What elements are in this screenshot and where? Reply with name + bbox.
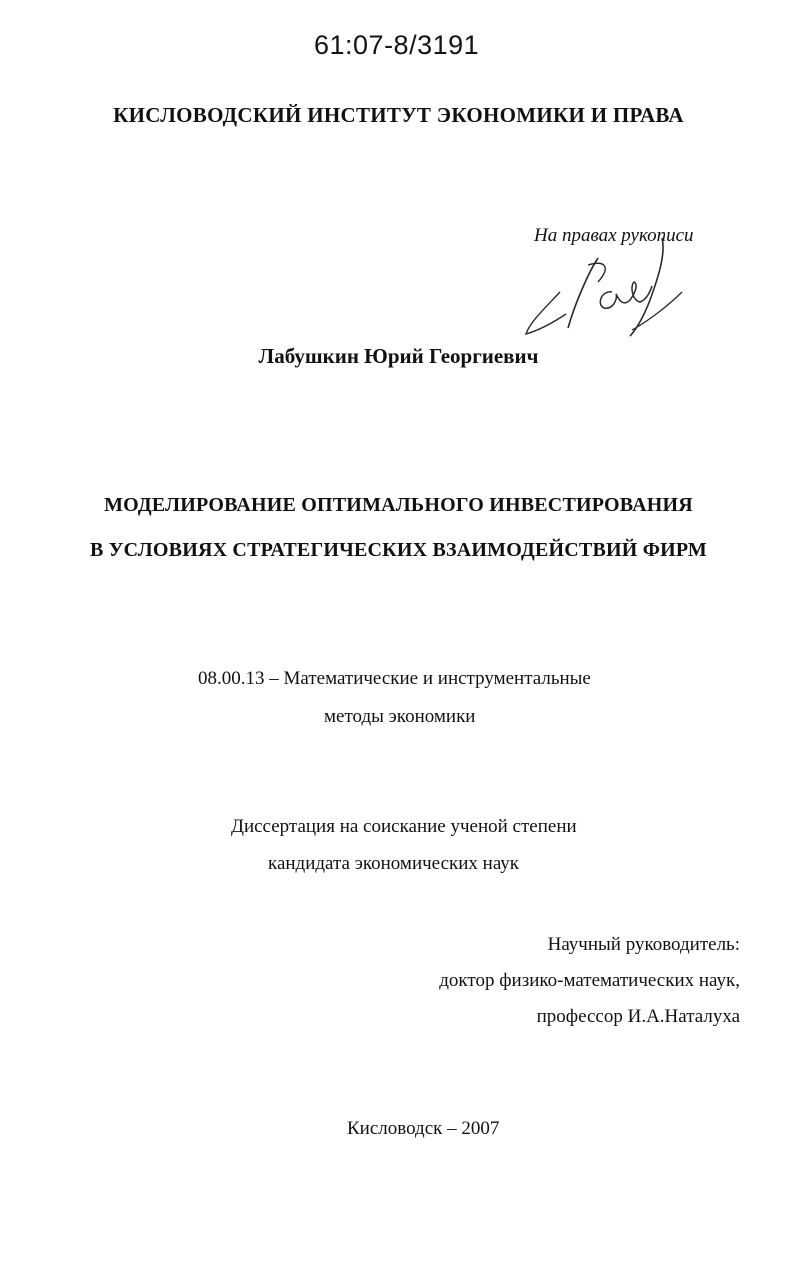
manuscript-rights-note: На правах рукописи (534, 225, 694, 246)
institute-name: КИСЛОВОДСКИЙ ИНСТИТУТ ЭКОНОМИКИ И ПРАВА (113, 103, 684, 127)
catalog-number: 61:07-8/3191 (314, 30, 480, 60)
handwritten-signature (520, 230, 720, 340)
degree-statement-line-2: кандидата экономических наук (268, 853, 520, 874)
supervisor-label: Научный руководитель: (547, 934, 740, 955)
degree-statement-line-1: Диссертация на соискание ученой степени (231, 816, 577, 837)
specialty-line-1: 08.00.13 – Математические и инструментальные (198, 668, 591, 689)
city-year: Кисловодск – 2007 (347, 1118, 500, 1139)
dissertation-title-line-2: В УСЛОВИЯХ СТРАТЕГИЧЕСКИХ ВЗАИМОДЕЙСТВИЙ ФИРМ (90, 539, 707, 561)
supervisor-name: профессор И.А.Наталуха (536, 1006, 740, 1027)
supervisor-degree: доктор физико-математических наук, (439, 970, 740, 991)
author-name: Лабушкин Юрий Георгиевич (258, 344, 539, 368)
dissertation-title-line-1: МОДЕЛИРОВАНИЕ ОПТИМАЛЬНОГО ИНВЕСТИРОВАНИЯ (104, 494, 693, 516)
specialty-line-2: методы экономики (324, 706, 476, 727)
